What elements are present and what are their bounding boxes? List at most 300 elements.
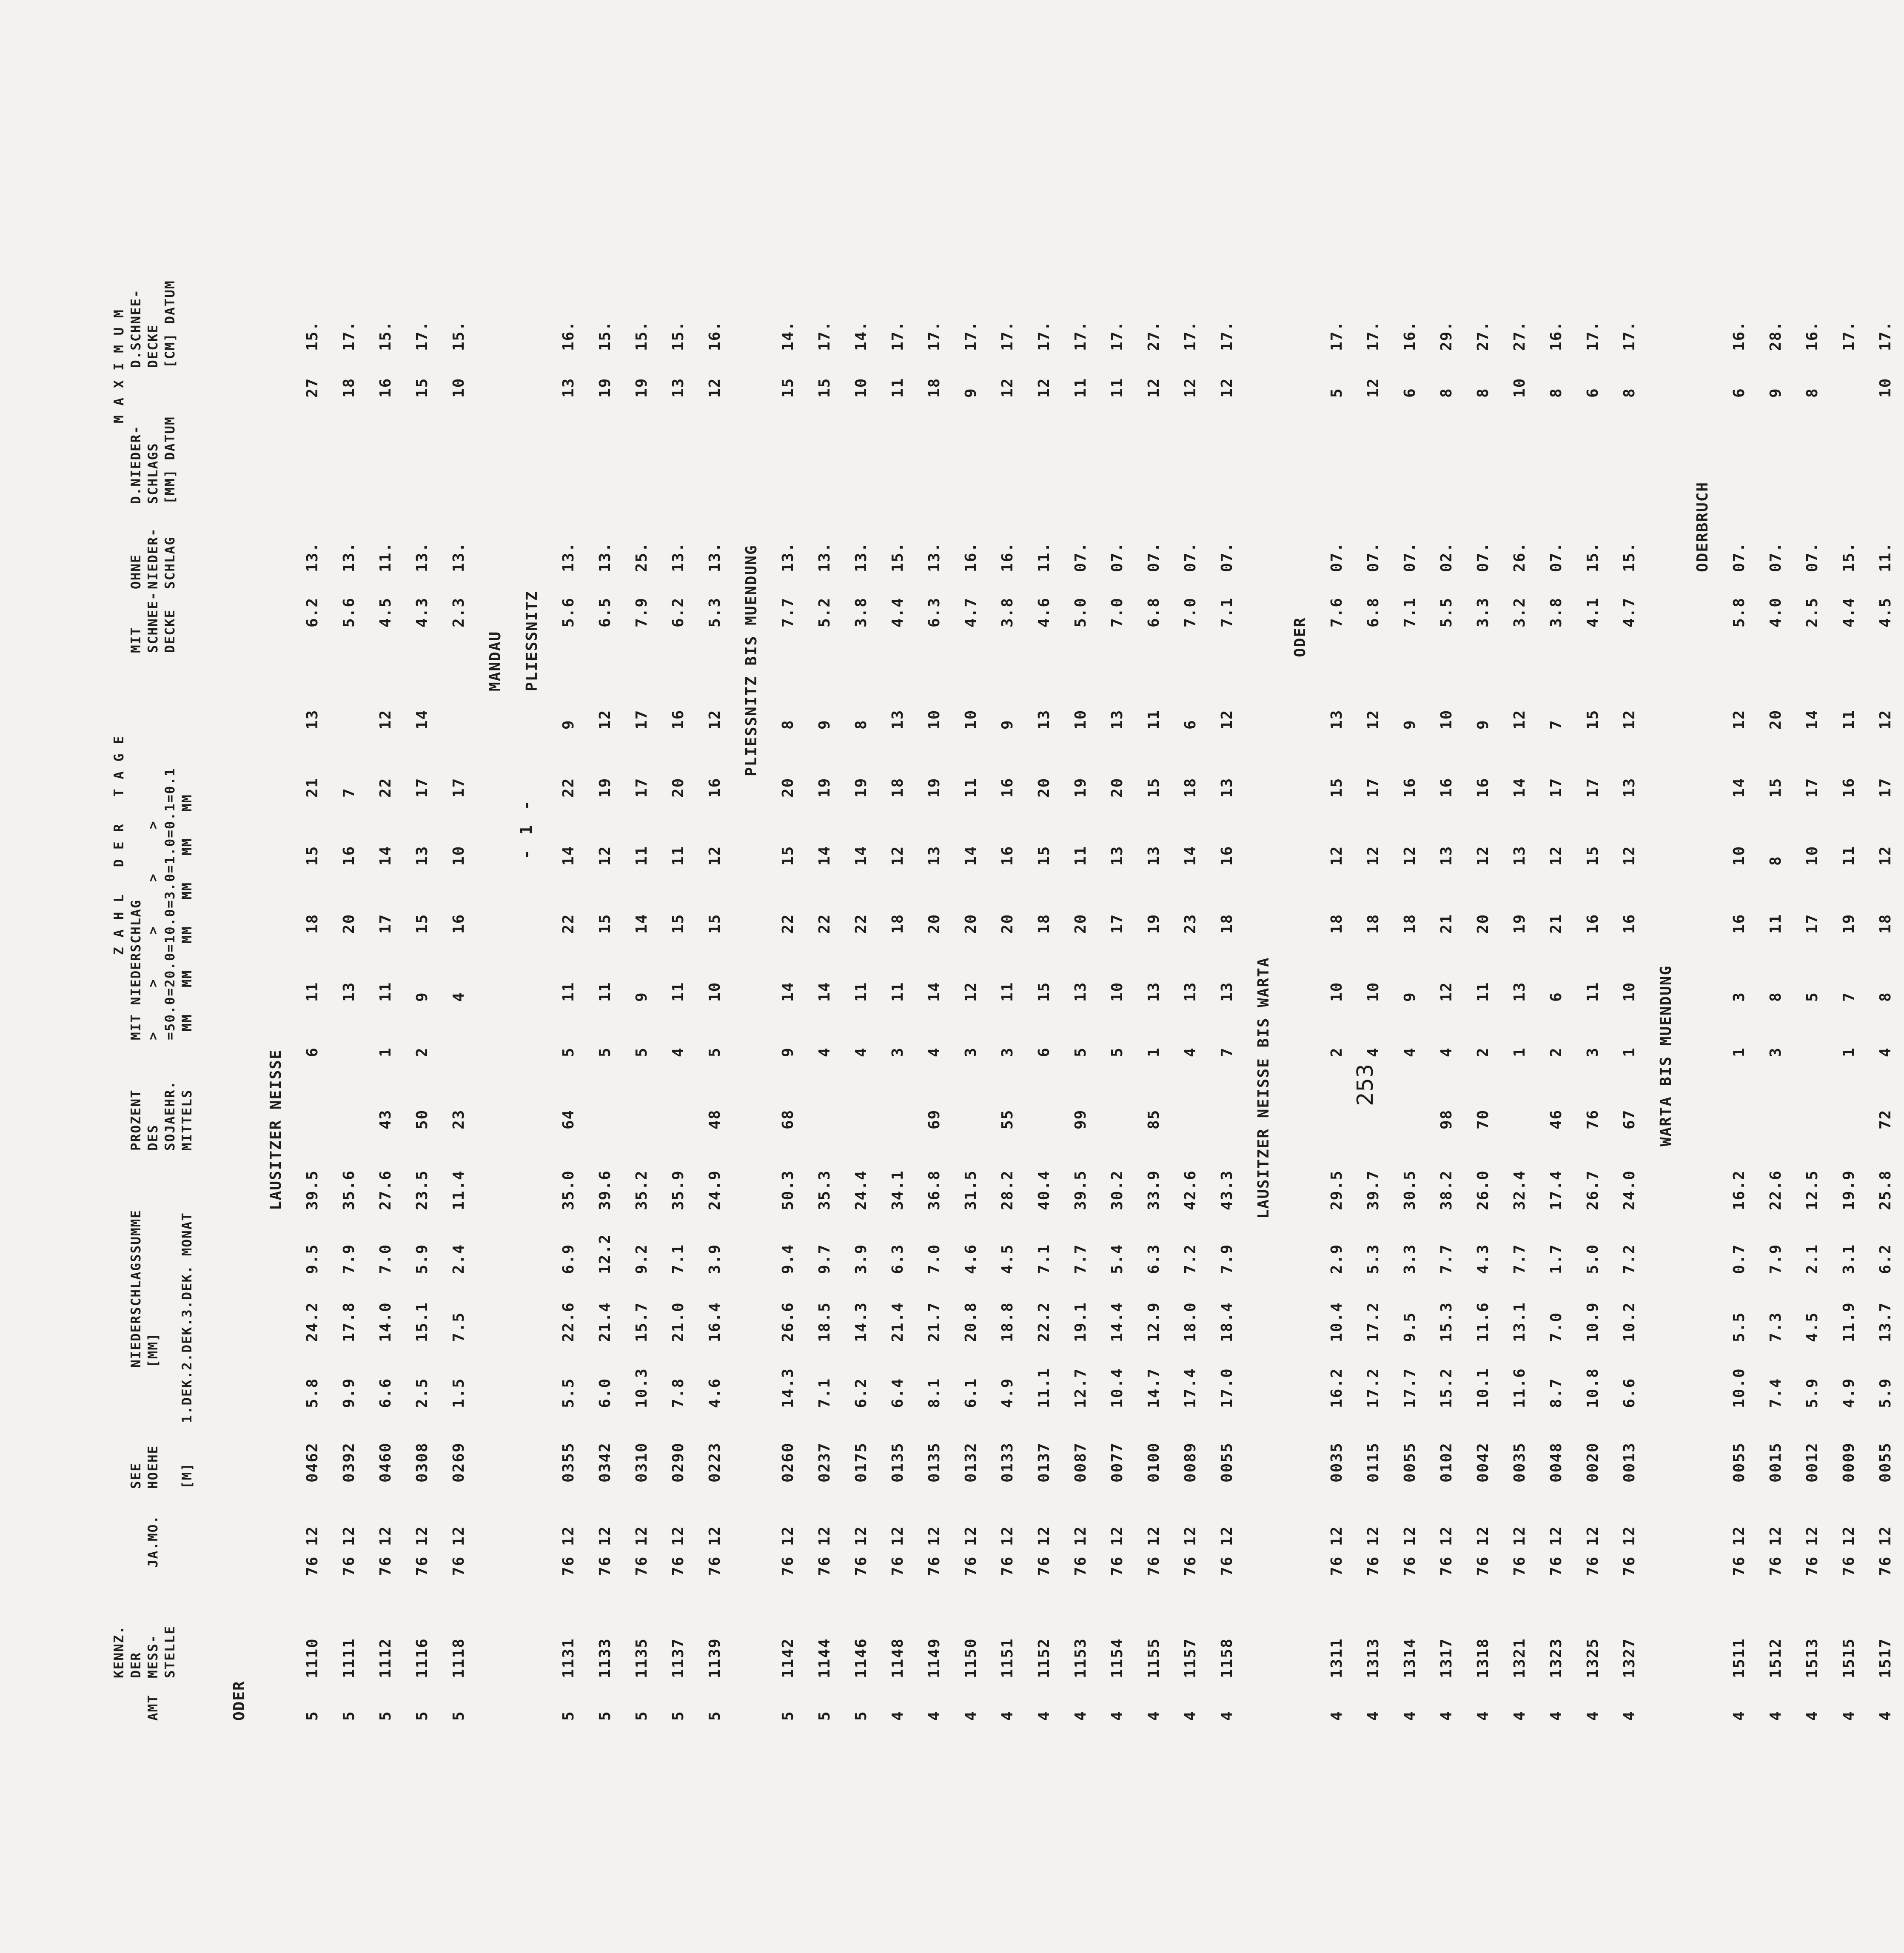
- table-cell: 1311: [1328, 1638, 1345, 1678]
- table-cell: 1: [1730, 1047, 1748, 1057]
- table-row: [404, 19, 441, 1721]
- table-cell: 3: [1584, 1047, 1602, 1057]
- table-cell: 07.: [1804, 542, 1821, 572]
- table-cell: 10: [926, 709, 943, 730]
- table-cell: 17.: [340, 320, 358, 351]
- table-cell: 9: [633, 992, 650, 1002]
- table-cell: 4: [450, 992, 467, 1002]
- table-cell: 11: [1840, 845, 1858, 866]
- table-cell: 15.2: [1438, 1368, 1455, 1408]
- table-cell: 4.6: [706, 1377, 724, 1408]
- table-row: [1136, 19, 1172, 1721]
- table-cell: 17.: [1584, 320, 1602, 351]
- table-cell: 7.5: [450, 1312, 467, 1342]
- table-row: [587, 19, 624, 1721]
- table-cell: 0135: [889, 1442, 906, 1483]
- table-cell: 0137: [1035, 1442, 1053, 1483]
- table-cell: 7.9: [1218, 1243, 1236, 1274]
- table-cell: 1512: [1767, 1638, 1784, 1678]
- table-cell: 21: [1438, 913, 1455, 934]
- table-cell: 6: [1548, 992, 1565, 1002]
- table-cell: 1317: [1438, 1638, 1455, 1678]
- table-cell: 16: [377, 377, 394, 398]
- table-cell: 50.3: [779, 1170, 797, 1210]
- table-cell: 0132: [962, 1442, 980, 1483]
- section-title: PLIESSNITZ BIS MUENDUNG: [743, 545, 760, 776]
- table-cell: 7: [340, 787, 358, 798]
- table-cell: 13: [1182, 981, 1199, 1002]
- table-cell: 4: [1877, 1711, 1894, 1721]
- table-cell: 15: [1035, 981, 1053, 1002]
- table-row: [1392, 19, 1428, 1721]
- table-cell: 12.2: [596, 1234, 614, 1274]
- table-cell: 10.1: [1474, 1368, 1492, 1408]
- table-cell: 5: [596, 1711, 614, 1721]
- table-cell: 1511: [1730, 1638, 1748, 1678]
- table-cell: 11: [1584, 981, 1602, 1002]
- table-cell: 9.5: [1401, 1312, 1419, 1342]
- table-cell: 16.: [706, 320, 724, 351]
- table-cell: 15.7: [633, 1302, 650, 1342]
- header-max-title: M A X I M U M: [111, 309, 127, 423]
- header-kennz: KENNZ. DER MESS- STELLE: [111, 1625, 178, 1678]
- table-cell: 0012: [1804, 1442, 1821, 1483]
- table-cell: 4.5: [377, 597, 394, 627]
- table-cell: 15: [1145, 777, 1163, 798]
- table-cell: 0115: [1365, 1442, 1382, 1483]
- table-cell: 43: [377, 1109, 394, 1129]
- table-cell: 5.0: [1072, 597, 1089, 627]
- table-cell: 76 12: [1474, 1525, 1492, 1576]
- table-cell: 35.3: [816, 1170, 833, 1210]
- table-cell: 1313: [1365, 1638, 1382, 1678]
- table-cell: 10.4: [1109, 1368, 1126, 1408]
- table-cell: 07.: [1730, 542, 1748, 572]
- table-cell: 3: [1767, 1047, 1784, 1057]
- table-cell: 1118: [450, 1638, 467, 1678]
- table-cell: 10.8: [1584, 1368, 1602, 1408]
- table-cell: 5: [304, 1711, 321, 1721]
- table-cell: 10: [1438, 709, 1455, 730]
- table-cell: 0260: [779, 1442, 797, 1483]
- table-cell: 50: [413, 1109, 431, 1129]
- table-cell: 18.0: [1182, 1302, 1199, 1342]
- table-cell: 20: [1035, 777, 1053, 798]
- table-cell: 0020: [1584, 1442, 1602, 1483]
- table-cell: 15.1: [413, 1302, 431, 1342]
- table-cell: 7.0: [1109, 597, 1126, 627]
- table-cell: 18: [1182, 777, 1199, 798]
- table-cell: 13.1: [1511, 1302, 1528, 1342]
- table-cell: 1139: [706, 1638, 724, 1678]
- table-cell: 22.2: [1035, 1302, 1053, 1342]
- table-cell: 1135: [633, 1638, 650, 1678]
- table-cell: 07.: [1767, 542, 1784, 572]
- table-cell: 11: [670, 981, 687, 1002]
- table-cell: 18.8: [999, 1302, 1016, 1342]
- table-cell: 19: [1511, 913, 1528, 934]
- table-cell: 3.3: [1474, 597, 1492, 627]
- table-cell: 12: [1145, 377, 1163, 398]
- table-row: [1502, 19, 1538, 1721]
- table-cell: 2: [413, 1047, 431, 1057]
- table-row: [1355, 19, 1392, 1721]
- table-cell: 5: [413, 1711, 431, 1721]
- table-cell: 76 12: [633, 1525, 650, 1576]
- table-cell: 33.9: [1145, 1170, 1163, 1210]
- table-cell: 6: [1401, 388, 1419, 398]
- table-cell: 19: [633, 377, 650, 398]
- table-cell: 0013: [1621, 1442, 1638, 1483]
- table-cell: 20: [670, 777, 687, 798]
- table-cell: 20: [1072, 913, 1089, 934]
- table-cell: 8: [1767, 855, 1784, 866]
- table-cell: 76 12: [999, 1525, 1016, 1576]
- table-row: [953, 19, 989, 1721]
- header-max-nied: D.NIEDER- SCHLAGS [MM] DATUM: [128, 416, 178, 504]
- table-cell: 19.9: [1840, 1170, 1858, 1210]
- header-mit-nied: MIT NIEDERSCHLAG > > > > > =50.0=20.0=10.0=3.0=1.0=0.1=0.1 MM MM MM MM MM MM: [128, 767, 195, 1040]
- table-cell: 7.8: [670, 1377, 687, 1408]
- table-cell: 11: [1109, 377, 1126, 398]
- table-cell: 21.4: [889, 1302, 906, 1342]
- table-cell: 0310: [633, 1442, 650, 1483]
- table-row: [660, 19, 697, 1721]
- table-cell: 0055: [1730, 1442, 1748, 1483]
- table-cell: 13.: [926, 542, 943, 572]
- table-cell: 76 12: [1401, 1525, 1419, 1576]
- table-cell: 39.5: [304, 1170, 321, 1210]
- table-cell: 4: [926, 1711, 943, 1721]
- table-cell: 19: [1072, 777, 1089, 798]
- table-cell: 27.6: [377, 1170, 394, 1210]
- table-cell: 07.: [1109, 542, 1126, 572]
- table-cell: 17.: [1182, 320, 1199, 351]
- table-cell: 11: [962, 777, 980, 798]
- table-cell: 8: [1474, 388, 1492, 398]
- table-cell: 4: [1182, 1711, 1199, 1721]
- table-cell: 9: [413, 992, 431, 1002]
- table-cell: 07.: [1365, 542, 1382, 572]
- table-cell: 1146: [852, 1638, 870, 1678]
- table-cell: 8: [779, 719, 797, 730]
- table-cell: 6.2: [670, 597, 687, 627]
- table-cell: 7.9: [1767, 1243, 1784, 1274]
- table-cell: 6: [1584, 388, 1602, 398]
- table-cell: 12: [1621, 709, 1638, 730]
- table-cell: 3: [962, 1047, 980, 1057]
- table-cell: 1.7: [1548, 1243, 1565, 1274]
- table-cell: 15: [706, 913, 724, 934]
- table-cell: 15: [1035, 845, 1053, 866]
- table-cell: 42.6: [1182, 1170, 1199, 1210]
- table-cell: 14: [1804, 709, 1821, 730]
- table-cell: 6.8: [1365, 597, 1382, 627]
- table-cell: 4: [1584, 1711, 1602, 1721]
- table-cell: 11.: [377, 542, 394, 572]
- section-label: [1246, 19, 1282, 1721]
- table-cell: 8: [1804, 388, 1821, 398]
- table-cell: 13: [304, 709, 321, 730]
- header-mit-schnee: MIT SCHNEE- DECKE: [128, 591, 178, 653]
- table-cell: 14.4: [1109, 1302, 1126, 1342]
- table-cell: 11.6: [1511, 1368, 1528, 1408]
- table-cell: 25.: [633, 542, 650, 572]
- table-cell: 12: [1365, 845, 1382, 866]
- table-cell: 07.: [1145, 542, 1163, 572]
- table-cell: 38.2: [1438, 1170, 1455, 1210]
- table-cell: 76 12: [1035, 1525, 1053, 1576]
- table-cell: 7.2: [1182, 1243, 1199, 1274]
- table-cell: 6.4: [889, 1377, 906, 1408]
- table-cell: 4.5: [1804, 1312, 1821, 1342]
- table-cell: 76 12: [1511, 1525, 1528, 1576]
- table-cell: 76 12: [1438, 1525, 1455, 1576]
- page-number: 253: [1353, 1063, 1378, 1106]
- table-row: [880, 19, 916, 1721]
- table-cell: 16: [1840, 777, 1858, 798]
- table-cell: 7.1: [1401, 597, 1419, 627]
- table-cell: 16.: [560, 320, 577, 351]
- table-cell: 0009: [1840, 1442, 1858, 1483]
- table-cell: 11.: [1035, 542, 1053, 572]
- table-cell: 4: [926, 1047, 943, 1057]
- table-cell: 7.9: [633, 597, 650, 627]
- table-cell: 0355: [560, 1442, 577, 1483]
- table-cell: 29.: [1438, 320, 1455, 351]
- section-label: [1685, 19, 1721, 1721]
- table-cell: 22: [560, 777, 577, 798]
- table-cell: 7: [1218, 1047, 1236, 1057]
- table-cell: 20.8: [962, 1302, 980, 1342]
- table-cell: 17.: [1621, 320, 1638, 351]
- table-row: [1465, 19, 1502, 1721]
- table-cell: 64: [560, 1109, 577, 1129]
- table-cell: 13: [1145, 981, 1163, 1002]
- table-cell: 29.5: [1328, 1170, 1345, 1210]
- table-cell: 6.2: [1877, 1243, 1894, 1274]
- table-cell: 1.5: [450, 1377, 467, 1408]
- table-cell: 1131: [560, 1638, 577, 1678]
- table-cell: 26.7: [1584, 1170, 1602, 1210]
- table-cell: 55: [999, 1109, 1016, 1129]
- table-cell: 13: [1621, 777, 1638, 798]
- table-cell: 9.5: [304, 1243, 321, 1274]
- table-cell: 43.3: [1218, 1170, 1236, 1210]
- table-cell: 18: [1035, 913, 1053, 934]
- table-cell: 16: [1621, 913, 1638, 934]
- table-cell: 18: [926, 377, 943, 398]
- table-cell: 20: [1474, 913, 1492, 934]
- table-row: [441, 19, 477, 1721]
- table-cell: 13.: [450, 542, 467, 572]
- table-cell: 14: [816, 845, 833, 866]
- table-cell: 18: [1877, 913, 1894, 934]
- table-cell: 6.6: [1621, 1377, 1638, 1408]
- table-cell: 12: [1877, 845, 1894, 866]
- table-cell: 6.2: [852, 1377, 870, 1408]
- table-cell: 15: [816, 377, 833, 398]
- table-cell: 26.6: [779, 1302, 797, 1342]
- table-cell: 7.9: [340, 1243, 358, 1274]
- table-cell: 4.4: [1840, 597, 1858, 627]
- table-cell: 12: [706, 845, 724, 866]
- table-cell: 07.: [1474, 542, 1492, 572]
- table-cell: 17: [633, 777, 650, 798]
- table-cell: 4: [1365, 1711, 1382, 1721]
- table-cell: 17.: [926, 320, 943, 351]
- table-cell: 15: [670, 913, 687, 934]
- table-cell: 7.1: [816, 1377, 833, 1408]
- table-cell: 11.1: [1035, 1368, 1053, 1408]
- table-cell: 12: [377, 709, 394, 730]
- table-cell: 18: [1365, 913, 1382, 934]
- table-cell: 20: [926, 913, 943, 934]
- table-cell: 4: [1474, 1711, 1492, 1721]
- table-cell: 11: [889, 377, 906, 398]
- table-cell: 4: [1401, 1047, 1419, 1057]
- table-cell: 19: [596, 777, 614, 798]
- table-cell: 1325: [1584, 1638, 1602, 1678]
- table-cell: 1112: [377, 1638, 394, 1678]
- table-cell: 27: [304, 377, 321, 398]
- table-cell: 15: [1328, 777, 1345, 798]
- table-cell: 2.5: [413, 1377, 431, 1408]
- table-cell: 1150: [962, 1638, 980, 1678]
- table-cell: 14: [1730, 777, 1748, 798]
- table-row: [1867, 19, 1904, 1721]
- table-cell: 4: [1511, 1711, 1528, 1721]
- table-cell: 15.3: [1438, 1302, 1455, 1342]
- table-cell: 3.2: [1511, 597, 1528, 627]
- table-cell: 16: [706, 777, 724, 798]
- table-cell: 0102: [1438, 1442, 1455, 1483]
- table-cell: 17: [377, 913, 394, 934]
- table-cell: 7.6: [1328, 597, 1345, 627]
- table-cell: 17: [1109, 913, 1126, 934]
- table-cell: 76 12: [816, 1525, 833, 1576]
- table-cell: 12: [1621, 845, 1638, 866]
- table-cell: 10: [1730, 845, 1748, 866]
- table-cell: 17.: [1328, 320, 1345, 351]
- table-cell: 4: [889, 1711, 906, 1721]
- table-cell: 6.6: [377, 1377, 394, 1408]
- table-cell: 5.0: [1584, 1243, 1602, 1274]
- table-cell: 6.3: [1145, 1243, 1163, 1274]
- table-cell: 11: [560, 981, 577, 1002]
- table-cell: 35.0: [560, 1170, 577, 1210]
- table-cell: 4: [1877, 1047, 1894, 1057]
- table-cell: 10: [852, 377, 870, 398]
- table-cell: 24.0: [1621, 1170, 1638, 1210]
- table-cell: 6.0: [596, 1377, 614, 1408]
- table-cell: 76 12: [1328, 1525, 1345, 1576]
- table-row: [294, 19, 331, 1721]
- table-cell: 14: [1511, 777, 1528, 798]
- table-cell: 13: [1109, 709, 1126, 730]
- table-cell: 9.2: [633, 1243, 650, 1274]
- table-cell: 19: [596, 377, 614, 398]
- table-cell: 11: [1072, 845, 1089, 866]
- table-cell: 4: [962, 1711, 980, 1721]
- table-cell: 8: [1621, 388, 1638, 398]
- table-cell: 4.4: [889, 597, 906, 627]
- table-cell: 76 12: [596, 1525, 614, 1576]
- table-cell: 0175: [852, 1442, 870, 1483]
- table-cell: 15: [304, 845, 321, 866]
- table-row: [1099, 19, 1136, 1721]
- table-cell: 17.: [889, 320, 906, 351]
- table-cell: 17.4: [1182, 1368, 1199, 1408]
- table-cell: 13: [1072, 981, 1089, 1002]
- table-row: [1575, 19, 1611, 1721]
- table-cell: 5.9: [1804, 1377, 1821, 1408]
- table-cell: 0460: [377, 1442, 394, 1483]
- table-cell: 4: [1218, 1711, 1236, 1721]
- table-cell: 19: [1840, 913, 1858, 934]
- table-cell: 0308: [413, 1442, 431, 1483]
- section-title: WARTA BIS MUENDUNG: [1657, 965, 1675, 1146]
- table-cell: 21.7: [926, 1302, 943, 1342]
- table-cell: 1: [1511, 1047, 1528, 1057]
- table-cell: 3.9: [706, 1243, 724, 1274]
- table-cell: 24.2: [304, 1302, 321, 1342]
- table-cell: 0089: [1182, 1442, 1199, 1483]
- table-cell: 20: [1767, 709, 1784, 730]
- table-cell: 1133: [596, 1638, 614, 1678]
- table-cell: 12: [1328, 845, 1345, 866]
- table-cell: 07.: [1328, 542, 1345, 572]
- table-cell: 17.: [1365, 320, 1382, 351]
- table-row: [807, 19, 843, 1721]
- table-row: [1428, 19, 1465, 1721]
- table-cell: 16: [1218, 845, 1236, 866]
- header-zahl-title: Z A H L D E R T A G E: [111, 735, 127, 955]
- table-cell: 17.8: [340, 1302, 358, 1342]
- table-cell: 18: [889, 777, 906, 798]
- table-cell: 4.1: [1584, 597, 1602, 627]
- table-cell: 4.5: [999, 1243, 1016, 1274]
- table-cell: 7.0: [1548, 1312, 1565, 1342]
- table-cell: 1157: [1182, 1638, 1199, 1678]
- table-cell: 98: [1438, 1109, 1455, 1129]
- table-cell: 22: [779, 913, 797, 934]
- table-cell: 6.9: [560, 1243, 577, 1274]
- table-cell: 13.: [779, 542, 797, 572]
- table-cell: 11: [1072, 377, 1089, 398]
- table-cell: 1323: [1548, 1638, 1565, 1678]
- table-cell: 1149: [926, 1638, 943, 1678]
- table-cell: 13.: [706, 542, 724, 572]
- table-cell: 18: [1401, 913, 1419, 934]
- table-cell: 0135: [926, 1442, 943, 1483]
- table-cell: 4: [1767, 1711, 1784, 1721]
- table-cell: 17.: [999, 320, 1016, 351]
- table-cell: 6.2: [304, 597, 321, 627]
- table-row: [697, 19, 733, 1721]
- table-cell: 16: [670, 709, 687, 730]
- table-cell: 07.: [1182, 542, 1199, 572]
- table-cell: 15.: [596, 320, 614, 351]
- section-label: [733, 19, 770, 1721]
- table-cell: 12: [706, 377, 724, 398]
- table-cell: 10.4: [1328, 1302, 1345, 1342]
- table-cell: 2: [1474, 1047, 1492, 1057]
- table-cell: 1154: [1109, 1638, 1126, 1678]
- table-cell: 0223: [706, 1442, 724, 1483]
- table-row: [989, 19, 1026, 1721]
- table-cell: 11: [1145, 709, 1163, 730]
